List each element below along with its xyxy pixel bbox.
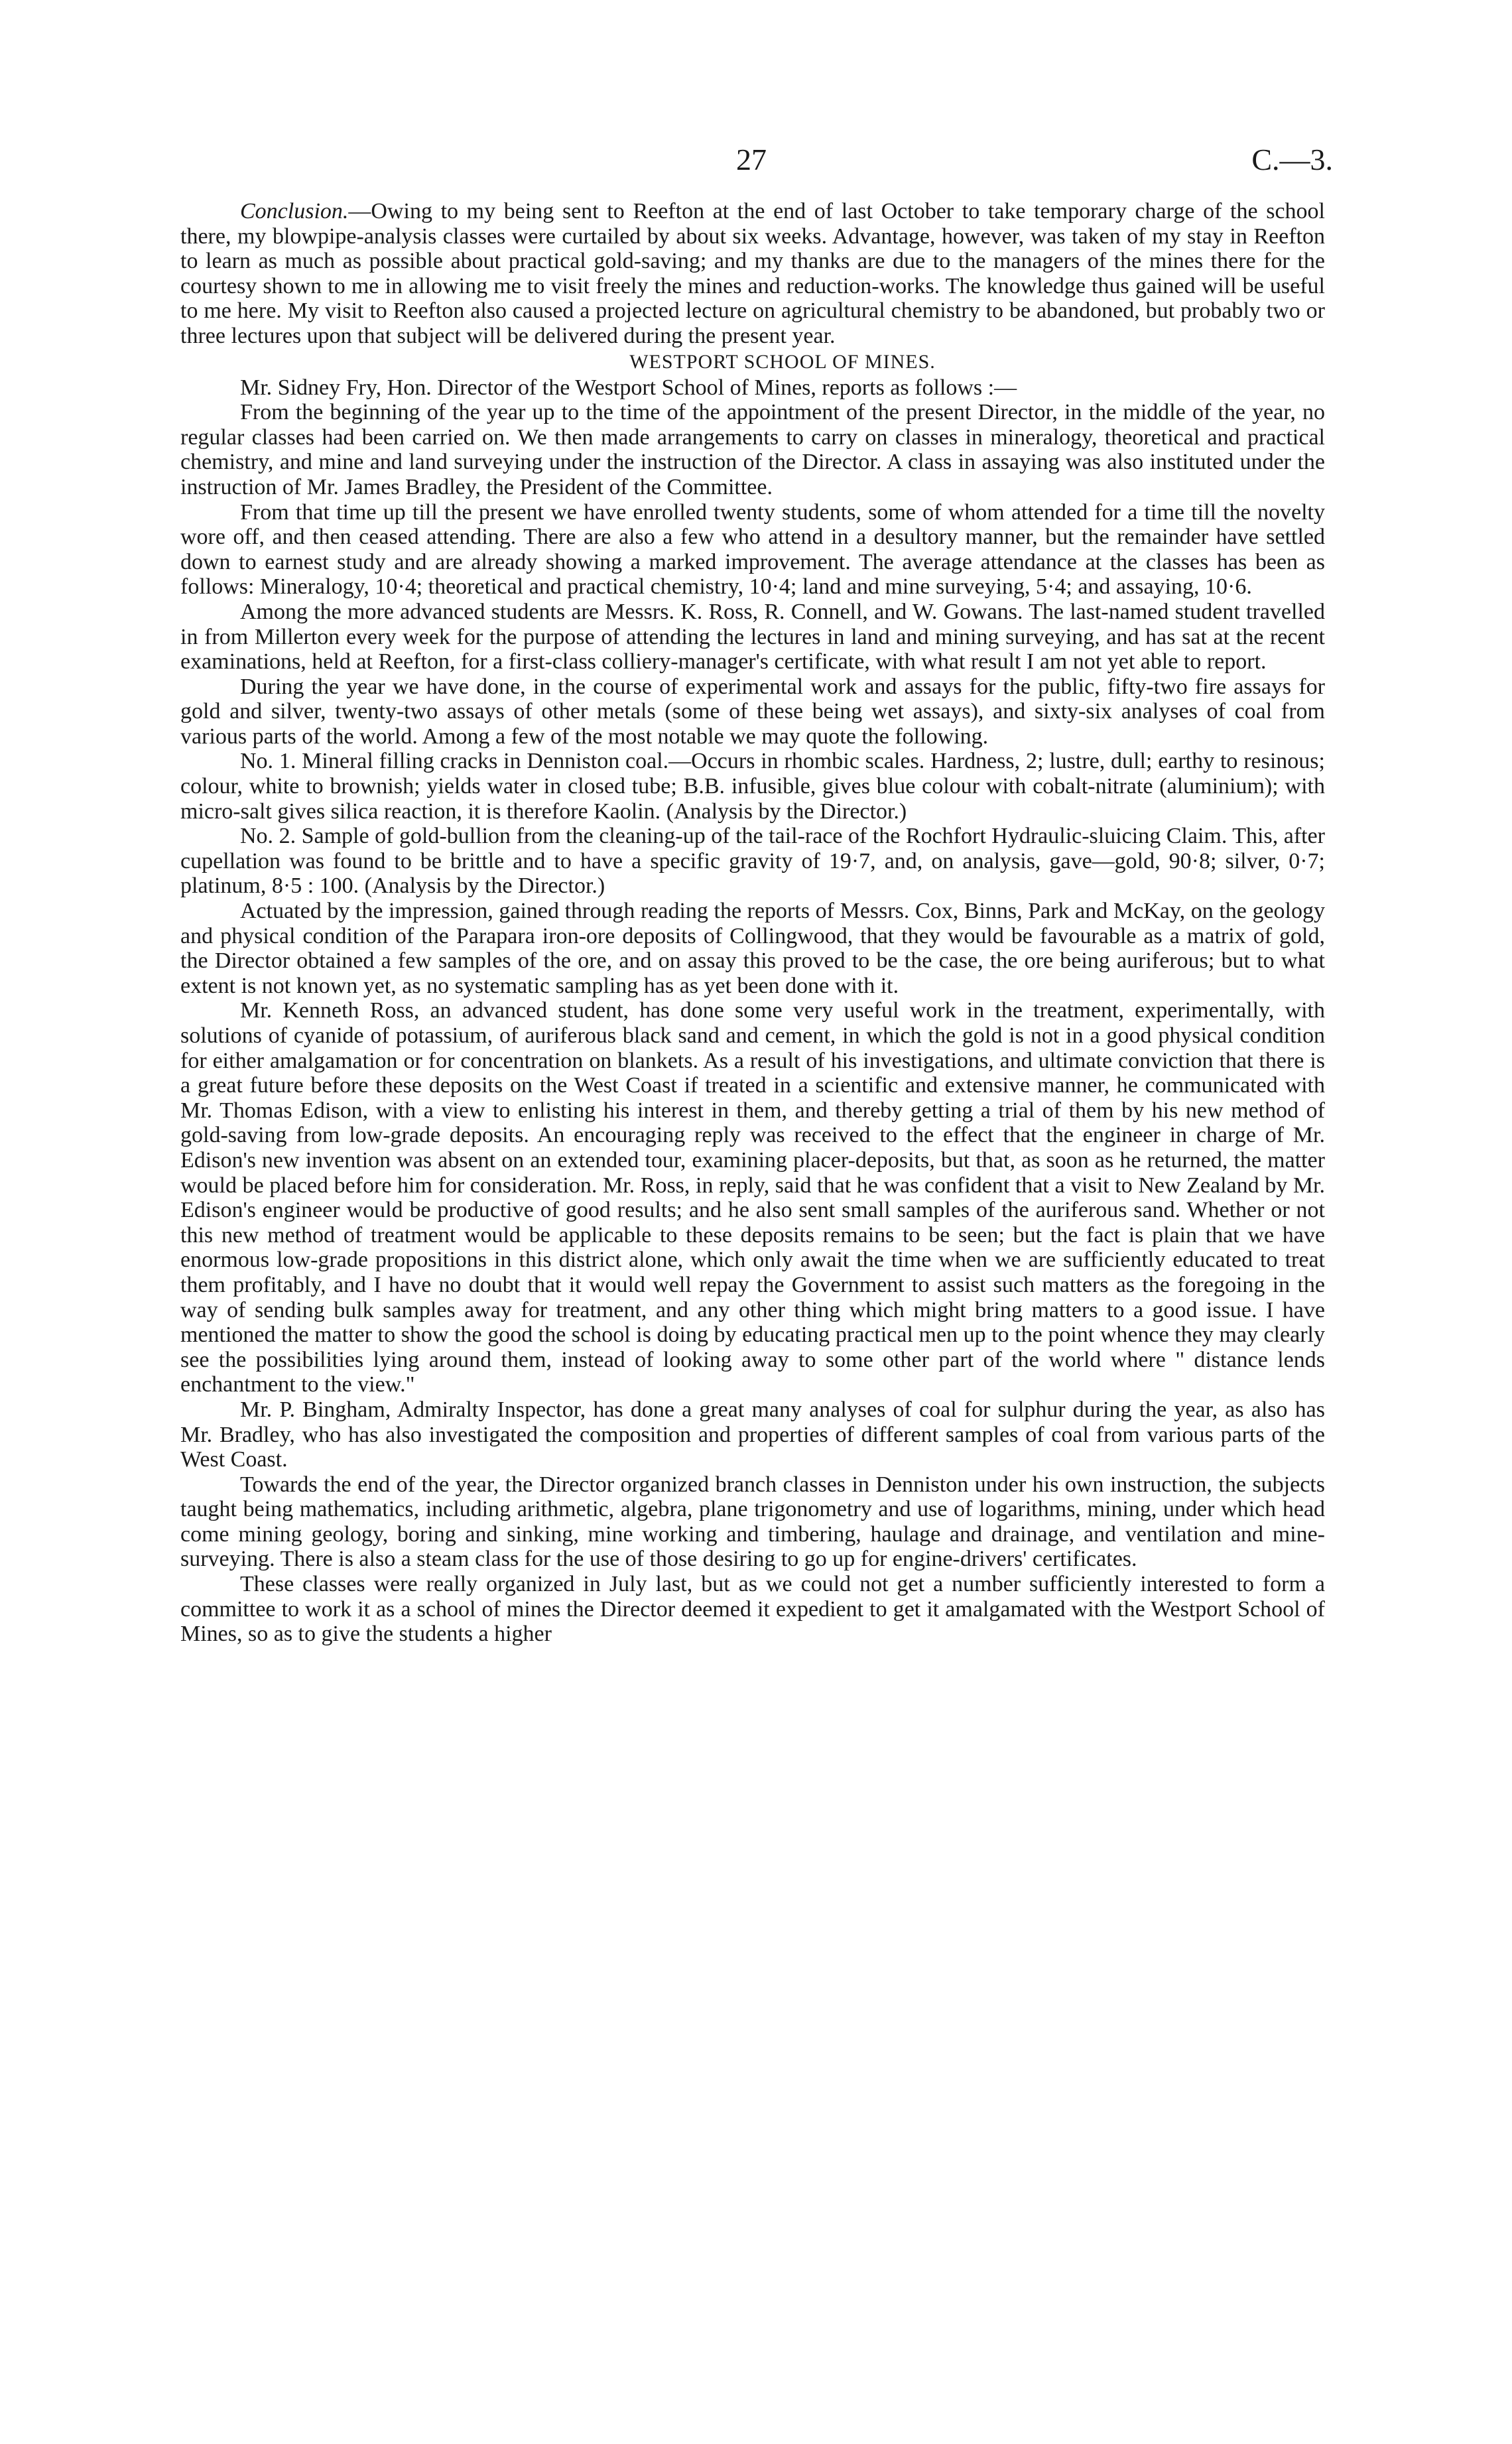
paragraph: Actuated by the impression, gained through reading the reports of Messrs. Cox, Binns, Park and McKay, on the geology and physical condition of the Parapara iron-ore deposits of Collingwood, that they would be favourable as a matrix of gold, the Director obtained a few samples of the ore, and on assay this proved to be the case, the ore being auriferous; but to what extent is not known yet, as no systematic sampling has as yet been done with it. [180, 899, 1325, 998]
paragraph: These classes were really organized in July last, but as we could not get a number sufficiently interested to form a committee to work it as a school of mines the Director deemed it expedient to get it amalgamated with the Westport School of Mines, so as to give the students a higher [180, 1572, 1325, 1647]
paragraph: From that time up till the present we have enrolled twenty students, some of whom attended for a time till the novelty wore off, and then ceased attending. There are also a few who attend in a desultory manner, but the remainder have settled down to earnest study and are already showing a marked improvement. The average attendance at the classes has been as follows: Mineralogy, 10·4; theoretical and practical chemistry, 10·4; land and mine surveying, 5·4; and assaying, 10·6. [180, 499, 1325, 600]
paragraph: During the year we have done, in the course of experimental work and assays for the public, fifty-two fire assays for gold and silver, twenty-two assays of other metals (some of these being wet assays), and sixty-six analyses of coal from various parts of the world. Among a few of the most notable we may quote the following. [180, 674, 1325, 749]
section-heading: WESTPORT SCHOOL OF MINES. [629, 350, 936, 373]
paragraph: Mr. P. Bingham, Admiralty Inspector, has done a great many analyses of coal for sulphur during the year, as also has Mr. Bradley, who has also investigated the composition and properties of different samples of coal from various parts of the West Coast. [180, 1397, 1325, 1472]
paragraph: Towards the end of the year, the Director organized branch classes in Denniston under his own instruction, the subjects taught being mathematics, including arithmetic, algebra, plane trigonometry and use of logarithms, mining, under which head come mining geology, boring and sinking, mine working and timbering, haulage and drainage, and ventilation and mine-surveying. There is also a steam class for the use of those desiring to go up for engine-drivers' certificates. [180, 1472, 1325, 1572]
paragraph: No. 1. Mineral filling cracks in Denniston coal.—Occurs in rhombic scales. Hardness, 2; lustre, dull; earthy to resinous; colour, white to brownish; yields water in closed tube; B.B. infusible, gives blue colour with cobalt-nitrate (aluminium); with micro-salt gives silica reaction, it is therefore Kaolin. (Analysis by the Director.) [180, 749, 1325, 824]
page-code: C.—3. [1251, 143, 1333, 176]
document-body [180, 199, 1325, 1647]
paragraph: Mr. Sidney Fry, Hon. Director of the Westport School of Mines, reports as follows :— [240, 375, 1017, 400]
paragraph: From the beginning of the year up to the time of the appointment of the present Director, in the middle of the year, no regular classes had been carried on. We then made arrangements to carry on classes in mineralogy, theoretical and practical chemistry, and mine and land surveying under the instruction of the Director. A class in assaying was also instituted under the instruction of Mr. James Bradley, the President of the Committee. [180, 400, 1325, 499]
conclusion-text: —Owing to my being sent to Reefton at the end of last October to take temporary charge of the school there, my blowpipe-analysis classes were curtailed by about six weeks. Advantage, however, was taken of my stay in Reefton to learn as much as possible about practical gold-saving; and my thanks are due to the managers of the mines there for the courtesy shown to me in allowing me to visit freely the mines and reduction-works. The knowledge thus gained will be useful to me here. My visit to Reefton also caused a projected lecture on agricultural chemistry to be abandoned, but probably two or three lectures upon that subject will be delivered during the present year. [180, 199, 1325, 348]
paragraph: Mr. Kenneth Ross, an advanced student, has done some very useful work in the treatment, experimentally, with solutions of cyanide of potassium, of auriferous black sand and cement, in which the gold is not in a good physical condition for either amalgamation or for concentration on blankets. As a result of his investigations, and ultimate conviction that there is a great future before these deposits on the West Coast if treated in a scientific and extensive manner, he communicated with Mr. Thomas Edison, with a view to enlisting his interest in them, and thereby getting a trial of them by his new method of gold-saving from low-grade deposits. An encouraging reply was received to the effect that the engineer in charge of Mr. Edison's new invention was absent on an extended tour, examining placer-deposits, but that, as soon as he returned, the matter would be placed before him for consideration. Mr. Ross, in reply, said that he was confident that a visit to New Zealand by Mr. Edison's engineer would be productive of good results; and he also sent small samples of the auriferous sand. Whether or not this new method of treatment would be applicable to these deposits remains to be seen; but the fact is plain that we have enormous low-grade propositions in this district alone, which only await the time when we are sufficiently educated to treat them profitably, and I have no doubt that it would well repay the Government to assist such matters as the foregoing in the way of sending bulk samples away for treatment, and any other thing which might bring matters to a good issue. I have mentioned the matter to show the good the school is doing by educating practical men up to the point whence they may clearly see the possibilities lying around them, instead of looking away to some other part of the world where " distance lends enchantment to the view." [180, 998, 1325, 1397]
conclusion-lead-in: Conclusion. [240, 199, 349, 224]
paragraph: Among the more advanced students are Messrs. K. Ross, R. Connell, and W. Gowans. The last-named student travelled in from Millerton every week for the purpose of attending the lectures in land and mining surveying, and has sat at the recent examinations, held at Reefton, for a first-class colliery-manager's certificate, with what result I am not yet able to report. [180, 599, 1325, 675]
page-number: 27 [736, 143, 767, 176]
paragraph: No. 2. Sample of gold-bullion from the cleaning-up of the tail-race of the Rochfort Hydraulic-sluicing Claim. This, after cupellation was found to be brittle and to have a specific gravity of 19·7, and, on analysis, gave—gold, 90·8; silver, 0·7; platinum, 8·5 : 100. (Analysis by the Director.) [180, 824, 1325, 899]
conclusion-paragraph [180, 199, 1325, 349]
